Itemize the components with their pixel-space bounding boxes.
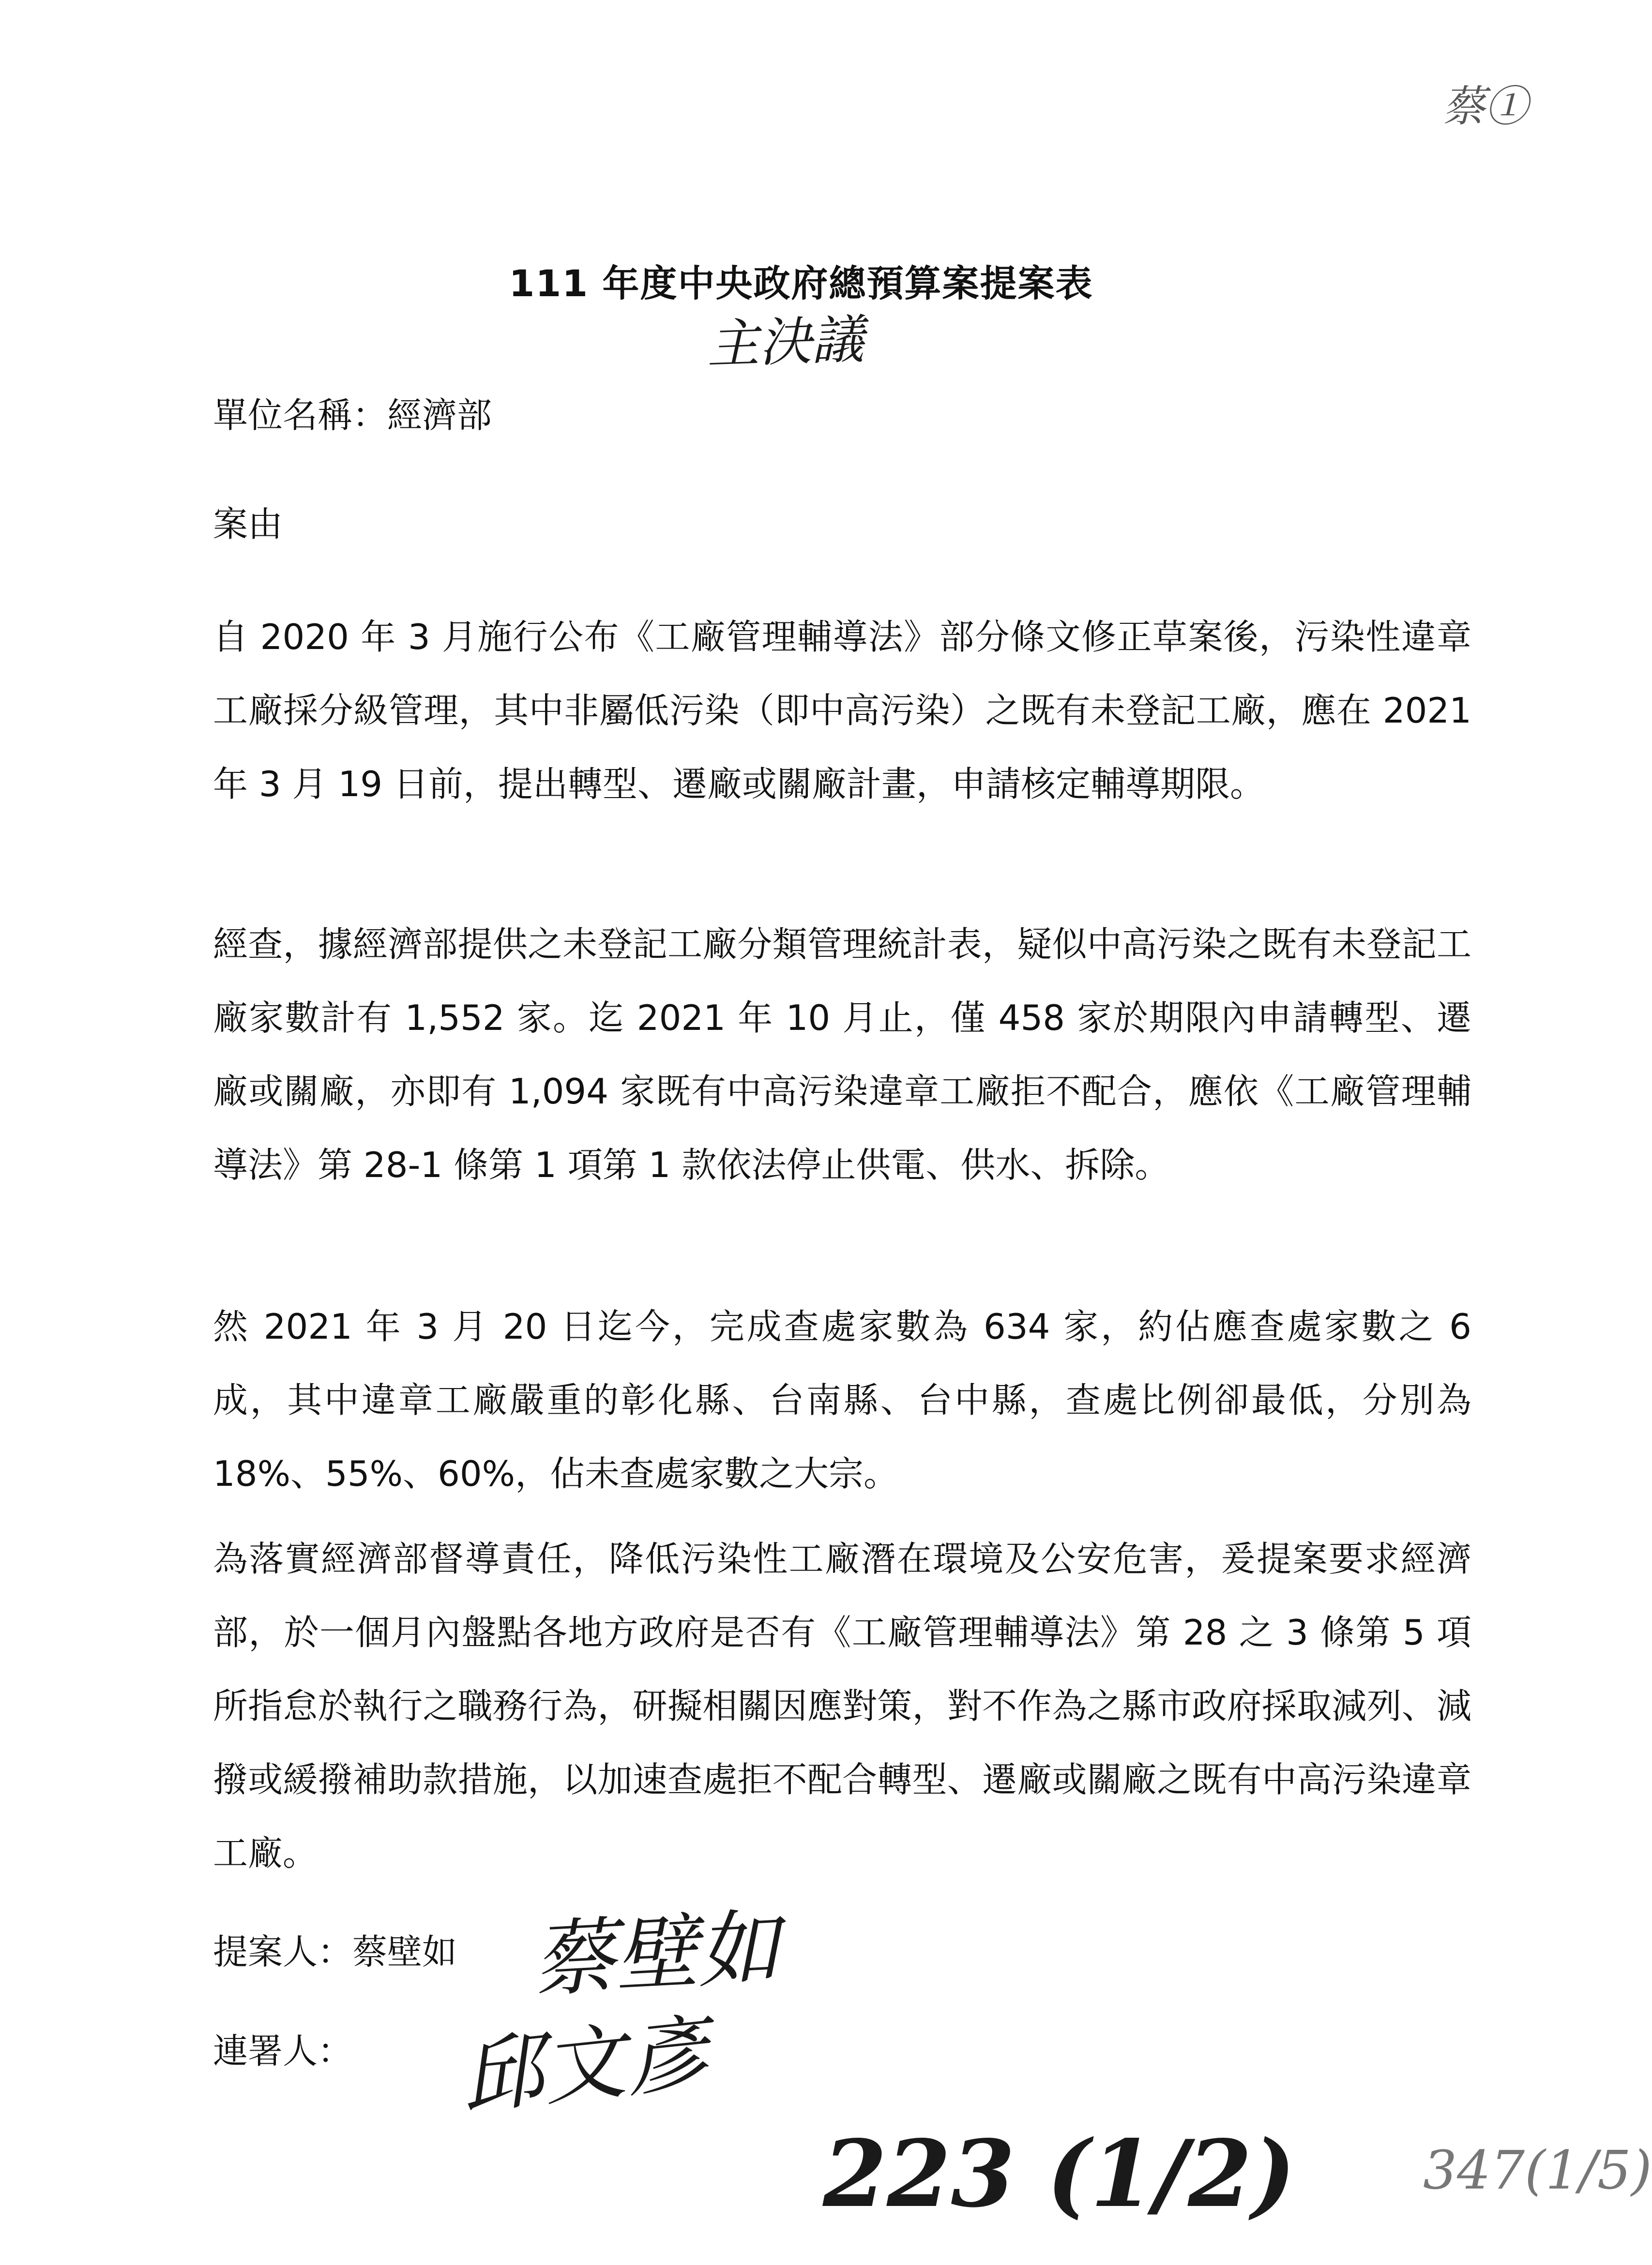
cosigner-label: 連署人： [213, 2031, 353, 2071]
proposer-label: 提案人：蔡壁如 [213, 1932, 457, 1972]
paragraph-3: 然 2021 年 3 月 20 日迄今，完成查處家數為 634 家，約佔應查處家數之 6 成，其中違章工廠嚴重的彰化縣、台南縣、台中縣，查處比例卻最低，分別為 18%、55%、60%，佔未查處家數之大宗。 [213, 1306, 1471, 1494]
corner-handwritten-mark: 蔡① [1442, 81, 1528, 131]
handwritten-side-number: 347(1/5) [1423, 2139, 1652, 2201]
document-title: 111 年度中央政府總預算案提案表 [509, 262, 1093, 305]
cosigner-signature: 邱文彥 [456, 2005, 712, 2127]
case-reason-label: 案由 [213, 504, 283, 544]
proposer-signature: 蔡壁如 [530, 1900, 782, 2009]
handwritten-page-number: 223 (1/2) [823, 2120, 1296, 2228]
unit-name-line: 單位名稱：經濟部 [213, 395, 492, 436]
handwritten-resolution-note: 主決議 [706, 309, 865, 376]
paragraph-4: 為落實經濟部督導責任，降低污染性工廠潛在環境及公安危害，爰提案要求經濟部，於一個月內盤點各地方政府是否有《工廠管理輔導法》第 28 之 3 條第 5 項所指怠於執行之職務行為，研擬相關因應對策，對不作為之縣市政府採取減列、減撥或緩撥補助款措施，以加速查處拒不配合轉型、遷廠或關廠之既有中高污染違章工廠。 [213, 1539, 1471, 1873]
paragraph-2: 經查，據經濟部提供之未登記工廠分類管理統計表，疑似中高污染之既有未登記工廠家數計有 1,552 家。迄 2021 年 10 月止，僅 458 家於期限內申請轉型、遷廠或關廠，亦即有 1,094 家既有中高污染違章工廠拒不配合，應依《工廠管理輔導法》第 28-1 條第 1 項第 1 款依法停止供電、供水、拆除。 [213, 924, 1471, 1185]
paragraph-1: 自 2020 年 3 月施行公布《工廠管理輔導法》部分條文修正草案後，污染性違章工廠採分級管理，其中非屬低污染（即中高污染）之既有未登記工廠，應在 2021 年 3 月 19 日前，提出轉型、遷廠或關廠計畫，申請核定輔導期限。 [213, 617, 1471, 804]
